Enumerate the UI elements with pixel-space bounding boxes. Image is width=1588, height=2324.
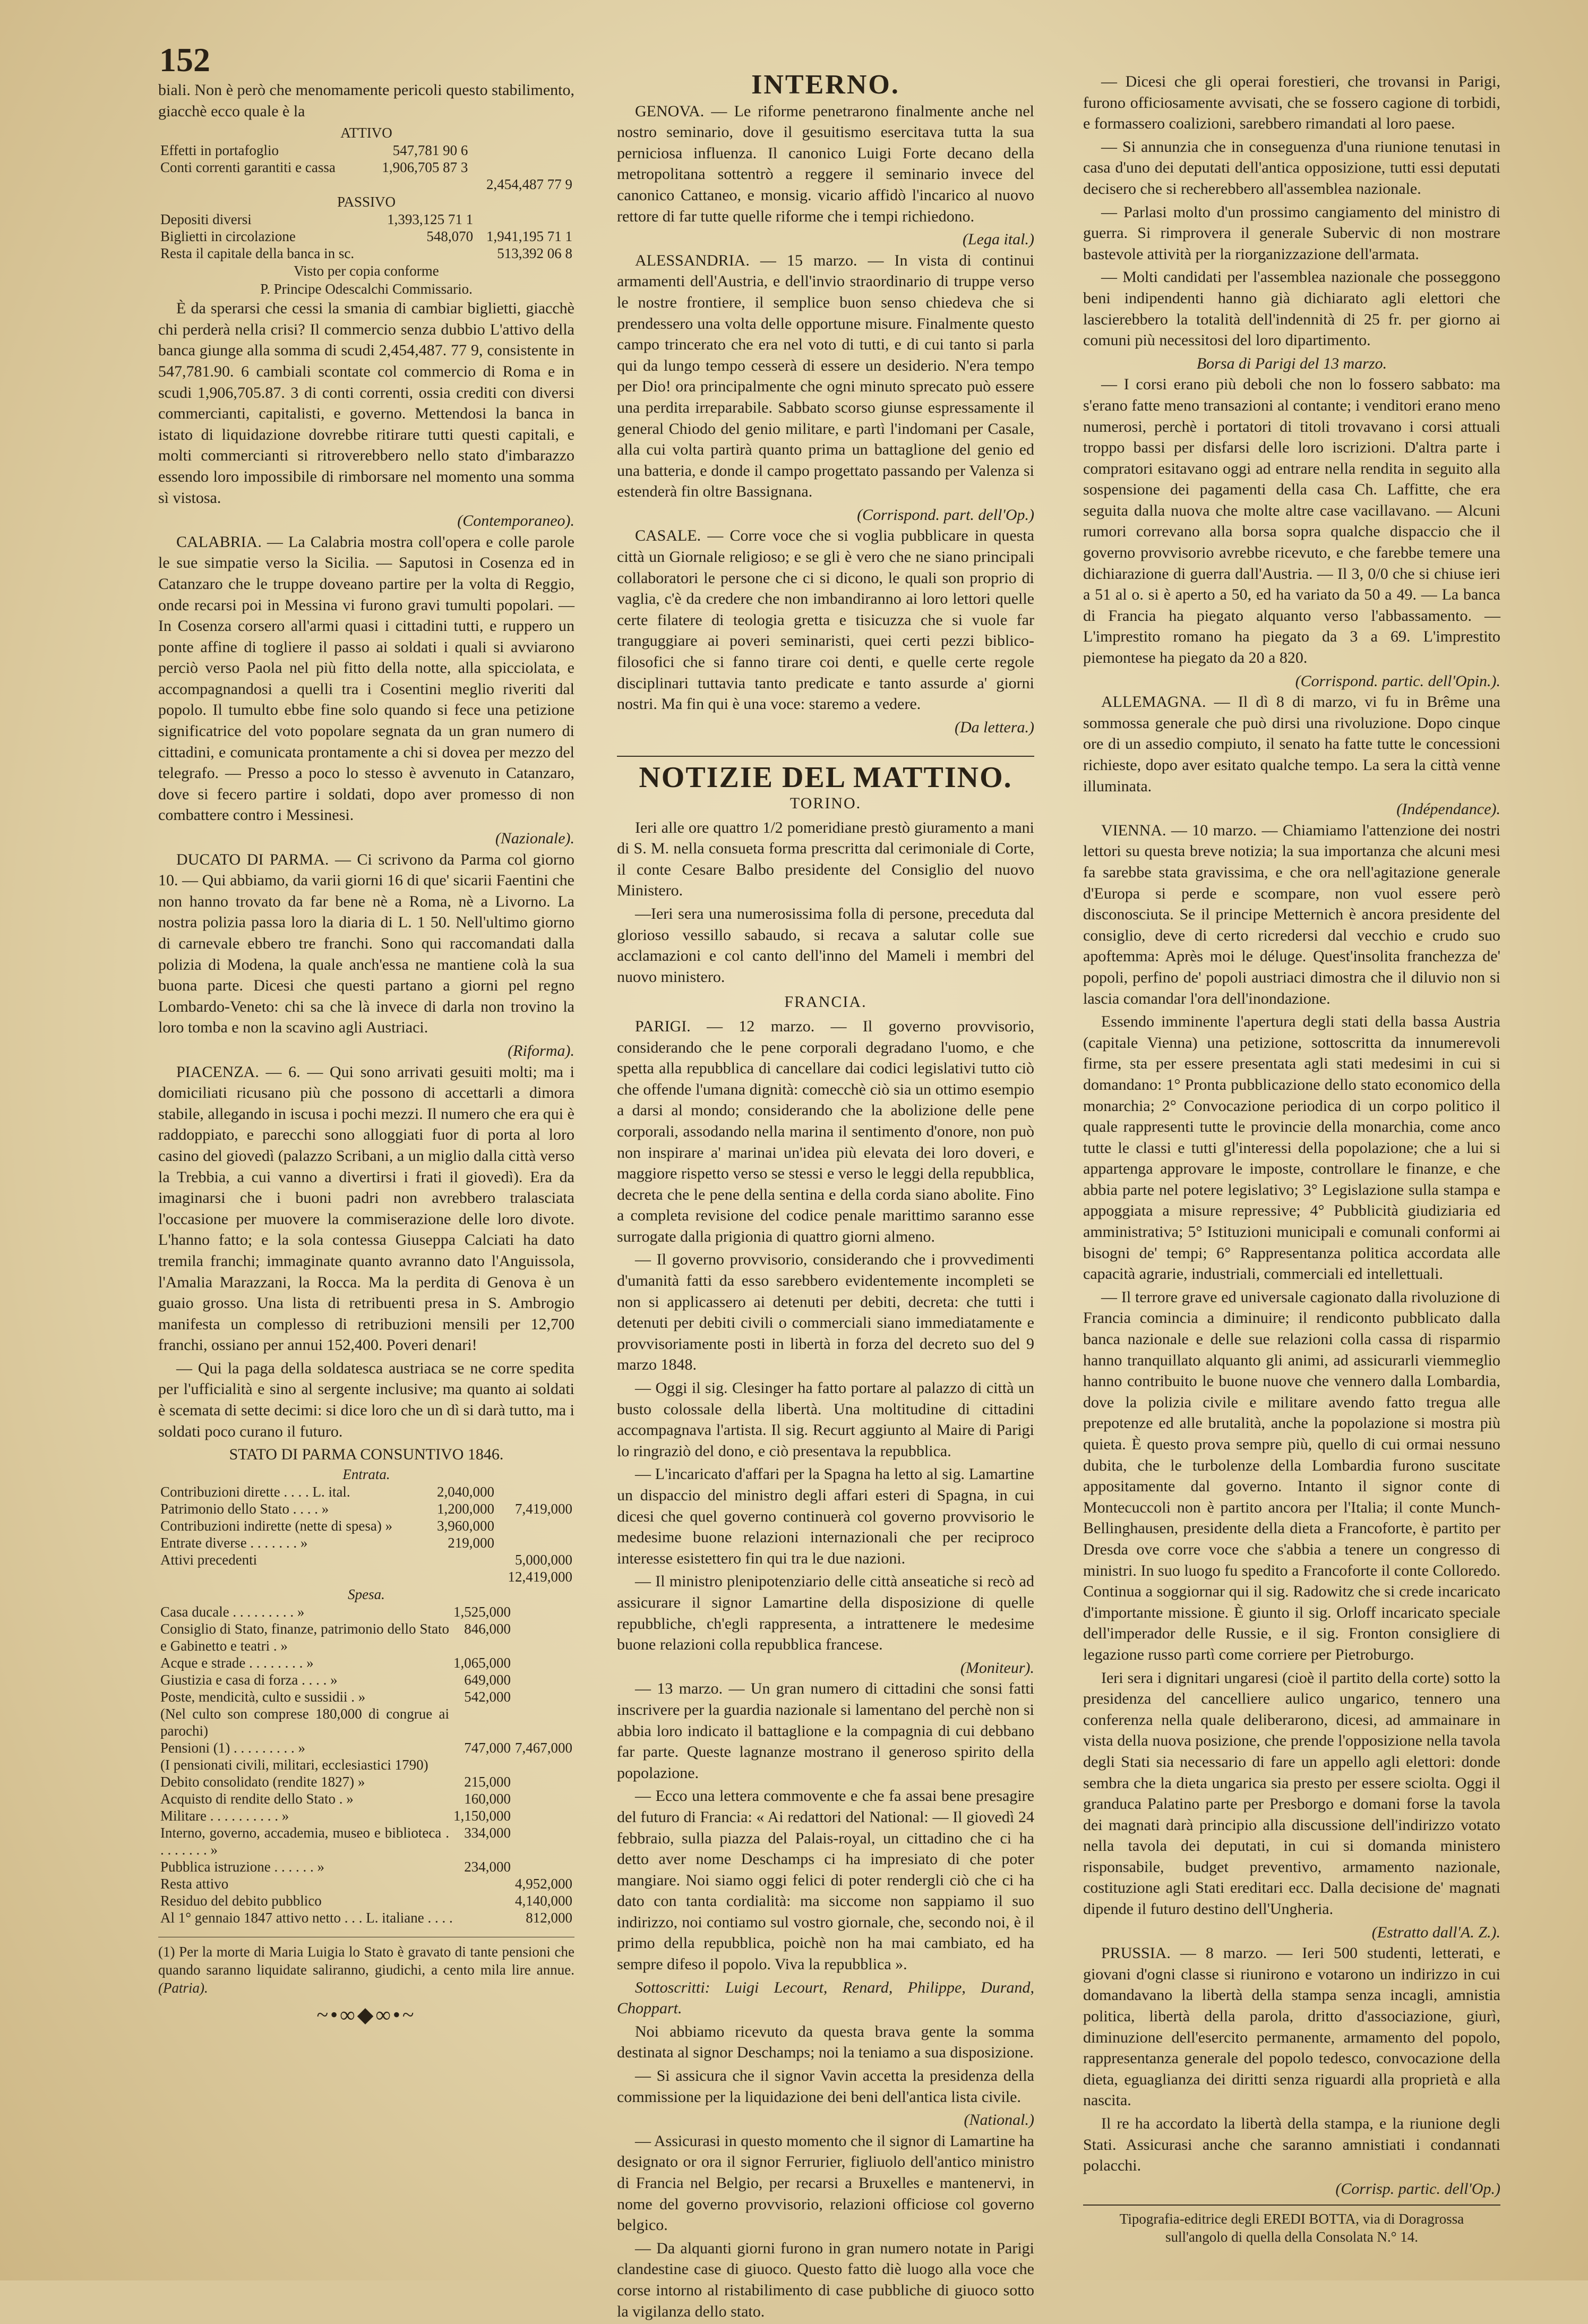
source-contemporaneo: (Contemporaneo). — [457, 512, 574, 530]
table-row: Contribuzioni indirette (nette di spesa) » 3,960,000 — [160, 1517, 494, 1534]
source-moniteur: (Moniteur). — [960, 1659, 1034, 1677]
article-vienna-4: Ieri sera i dignitari ungaresi (cioè il partito della corte) sotto la presidenza del cancelliere aulico ungarico, tennero una conferenza nella quale deliberarono, dicesi, ad ammainare in vista della nuova posizione, che prende l'opposizione nella tavola degli Stati sia necessario di fare un appello agli elettori: donde sembra che la dieta ungarica sia presto per essere sciolta. Oggi il granduca Palatino parte per Presborgo e domani forse la tavola dei magnati darà principio alla discussione dell'indirizzo votato nella tavola dei deputati, in cui si domanda ministero risponsabile, budget preventivo, armamento nazionale, costituzione agli Stati ereditari ecc. Dalla decisione de' magnati dipende il futuro destino dell'Ungheria. — [1083, 1669, 1500, 1918]
imprint-line-2: sull'angolo di quella della Consolata N.° 14. — [1165, 2229, 1419, 2245]
table-row: 2,454,487 77 9 — [486, 176, 572, 193]
article-parigi-4: — L'incaricato d'affari per la Spagna ha letto al sig. Lamartine un dispaccio del ministro degli affari esteri di Spagna, in cui dicesi che quel governo continuerà col governo provvisorio le medesime buone relazioni internazionali che per reciproco interesse esistettero fin qui tra le due nazioni. — [617, 1465, 1034, 1567]
article-parigi-guerra: — Parlasi molto d'un prossimo cangiamento del ministro di guerra. Si rimprovera il generale Subervic di non mostrare bastevole attività per la riorganizzazione dell'armata. — [1083, 203, 1500, 263]
article-parigi-candidati: — Molti candidati per l'assemblea nazionale che posseggono beni indipendenti hanno già dichiarato agli elettori che lascierebbero la totalità dell'indennità di 25 fr. per giorno ai comuni più necessitosi del loro dipartimento. — [1083, 268, 1500, 349]
table-row: Biglietti in circolazione 548,070 1,941,195 71 1 — [160, 228, 572, 245]
table-row: Attivi precedenti 5,000,000 — [160, 1551, 572, 1568]
table-row: Militare . . . . . . . . . . » 1,150,000 — [160, 1807, 511, 1824]
source-nazionale: (Nazionale). — [495, 830, 574, 848]
source-patria: (Patria). — [158, 1979, 208, 1996]
article-torino-1: Ieri alle ore quattro 1/2 pomeridiane prestò giuramento a mani di S. M. nella consueta forma prescritta dal cerimoniale di Corte, il conte Cesare Balbo presidente del Consiglio del nuovo Ministero. — [617, 818, 1034, 900]
footnote — [158, 1937, 574, 1997]
article-casale: CASALE. — Corre voce che si voglia pubblicare in questa città un Giornale religioso; e se gli è vero che ne siano principali collaboratori le persone che ci si dicono, le quali son proprio di vaglia, c'è da credere che non imbandiranno ai loro lettori quelle certe filatere di teologia gretta e tisicuzza che si vuole far tranguggiare ai poveri seminaristi, quei certi pezzi biblico-filosofici che si fanno tirare coi denti, e quelle certe regole disciplinari tuttavia tanto predicate e tanto assurde a' giorni nostri. Ma fin qui è una voce: staremo a vedere. — [617, 527, 1034, 713]
column-left — [158, 80, 574, 2025]
table-row: Contribuzioni dirette . . . . L. ital. 2,040,000 — [160, 1483, 494, 1500]
source-az: (Estratto dall'A. Z.). — [1371, 1923, 1500, 1941]
table-row: Consiglio di Stato, finanze, patrimonio dello Stato e Gabinetto e teatri . » 846,000 — [160, 1620, 511, 1654]
table-row: Casa ducale . . . . . . . . . » 1,525,000 — [160, 1603, 511, 1620]
article-parigi-2: — Il governo provvisorio, considerando che i provvedimenti d'umanità fatti da esso sarebbero evidentemente incompleti se non si applicassero ai detenuti per debiti, decreta: che tutti i detenuti per debiti civili o commerciali siano immediatamente e provvisoriamente posti in libertà in forza del decreto suo del 9 marzo 1848. — [617, 1251, 1034, 1374]
table-row: Pensioni (1) . . . . . . . . . » 747,000 7,467,000 — [160, 1739, 572, 1756]
article-piacenza: PIACENZA. — 6. — Qui sono arrivati gesuiti molti; ma i domiciliati ricusano più che possono di accettarli a dimora stabile, allegando in iscusa i pochi mezzi. Il numero che era qui è raddoppiato, e parecchi sono alloggiati fuor di porta al loro casino del giovedì (palazzo Scribani, a un miglio dalla città verso la Trebbia, a cui vanno a divertirsi i frati il giovedì). Era da imaginarsi che i buoni padri non avrebbero tralasciata l'occasione per muovere la commiserazione delle loro divote. L'hanno fatto; e la sola contessa Giuseppa Calciati ha dato tremila franchi; immaginate quanto avranno dato l'Anguissola, l'Amalia Marazzani, la Rocca. Ma la perdita di Genova è un guaio grosso. Una lista di retribuenti presa in S. Ambrogio manifesta un complesso di retribuzioni mensili per 12,700 franchi, ossiano per annui 152,400. Poveri denari! — [158, 1063, 574, 1354]
source-opinione-2: (Corrispond. partic. dell'Opin.). — [1295, 672, 1500, 690]
heading-torino: TORINO. — [789, 794, 862, 812]
column-center — [617, 71, 1034, 2324]
article-allemagna: ALLEMAGNA. — Il dì 8 di marzo, vi fu in Brême una sommossa generale che può dirsi una rivoluzione. Dopo cinque ore di un assedio compiuto, il senato ha fatte tutte le concessioni richieste, dopo aver esitato qualche tempo. La sera la città venne illuminata. — [1083, 693, 1500, 795]
article-parigi-9: — Si assicura che il signor Vavin accetta la presidenza della commissione per la liquidazione dei beni dell'antica lista civile. — [617, 2067, 1034, 2106]
table-row: Poste, mendicità, culto e sussidii . » 542,000 — [160, 1688, 511, 1705]
heading-borsa: Borsa di Parigi del 13 marzo. — [1196, 354, 1387, 372]
article-banca: È da sperarsi che cessi la smania di cambiar biglietti, giacchè chi perderà nella crisi? Il commercio senza dubbio L'attivo della banca giunge alla somma di scudi 2,454,487. 77 9, consistente in 547,781.90. 6 cambiali scontate col commercio di Roma e in scudi 1,906,705.87. 3 di conti correnti, ossia crediti con diversi commercianti, capitalisti, e governo. Mettendosi la banca in istato di liquidazione dovrebbe ritirare tutti questi capitali, e molti commercianti si ritroverebbero nello stato d'imbarazzo essendo loro impossibile di rimborsare nel momento una somma sì vistosa. — [158, 300, 574, 507]
article-parigi-3: — Oggi il sig. Clesinger ha fatto portare al palazzo di città un busto colossale della libertà. Una moltitudine di cittadini accompagnava l'artista. Il sig. Recurt aggiunto al Maire di Parigi lo ringraziò del dono, e ciò presentava la repubblica. — [617, 1379, 1034, 1460]
article-parigi-6: — 13 marzo. — Un gran numero di cittadini che sonsi fatti inscrivere per la guardia nazionale si lamentano del perchè non si abbia loro indicato il battaglione e la compagnia di cui debbano far parte. Queste lagnanze mostrano il generoso spirito della popolazione. — [617, 1680, 1034, 1782]
table-row: Debito consolidato (rendite 1827) » 215,000 — [160, 1773, 511, 1790]
table-row: Giustizia e casa di forza . . . . » 649,000 — [160, 1671, 511, 1688]
entrata-label: Entrata. — [342, 1466, 390, 1482]
article-soldatesca: — Qui la paga della soldatesca austriaca se ne corre spedita per l'ufficialità e sino al sergente inclusive; ma quanto ai soldati è scemata di sette decimi: si dice loro che un dì si darà tutto, ma i soldati poco curano il futuro. — [158, 1359, 574, 1440]
article-prussia-2: Il re ha accordato la libertà della stampa, e la riunione degli Stati. Assicurasi anche che saranno amnistiati i condannati polacchi. — [1083, 2115, 1500, 2175]
article-alessandria: ALESSANDRIA. — 15 marzo. — In vista di continui armamenti dell'Austria, e dell'invio straordinario di truppe verso le nostre frontiere, il semplice buon senso chiedeva che si prendessero una volta delle opportune misure. Finalmente questo campo trincerato che era nel voto di tutti, e di cui tanto si parla qui da lungo tempo cesserà di essere un desiderio. N'era tempo per Dio! ora principalmente che ogni minuto sprecato può essere una perdita irreparabile. Sabbato scorso giunse espressamente il general Chiodo del genio militare, e partì l'indomani per Casale, alla cui volta partirà quanto prima un battaglione del genio ed una batteria, e donde il campo progettato passando per Valenza si estenderà fin oltre Bassignana. — [617, 251, 1034, 501]
table-row: 12,419,000 — [508, 1568, 572, 1585]
article-vienna-3: — Il terrore grave ed universale cagionato dalla rivoluzione di Francia comincia a diminuire; il rendiconto pubblicato dalla banca nazionale e delle sue relazioni colla cassa di risparmio hanno tranquillato alquanto gli animi, ad assicurarli viemmeglio hanno contribuito le buone nuove che vennero dalla Lombardia, dove la polizia civile e militare avendo fatto tregua alle prepotenze ed alle brutalità, anche la popolazione si mostra più quieta. È questo prova sempre più, quello di cui ormai nessuno dubita, che le turbolenze della Lombardia furono suscitate appositamente dal governo. Intanto il signor conte di Montecuccoli non è partito ancora per l'Italia; il conte Munch-Bellinghausen, presidente della dieta a Francoforte, è partito per Dresda ove corre voce che s'abbia a tenere un congresso di ministri. In suo luogo fu spedito a Francoforte il conte Colloredo. Continua a soggiornar qui il sig. Radowitz che si crede incaricato d'importante missione. È giunto il sig. Orloff incaricato speciale dell'imperador delle Russie, e il sig. Fronton consigliere di legazione russo partì come corriere per Pietroburgo. — [1083, 1288, 1500, 1663]
passivo-table — [158, 211, 574, 262]
table-row: Acquisto di rendite dello Stato . » 160,000 — [160, 1790, 511, 1807]
table-row: Residuo del debito pubblico 4,140,000 — [160, 1892, 572, 1909]
table-row: Pubblica istruzione . . . . . . » 234,000 — [160, 1858, 511, 1875]
attivo-table — [158, 142, 574, 193]
table-row: Conti correnti garantiti e cassa 1,906,705 87 3 — [160, 159, 468, 176]
source-lega: (Lega ital.) — [963, 230, 1034, 249]
article-parigi-operai: — Dicesi che gli operai forestieri, che trovansi in Parigi, furono officiosamente avvisati, che se fossero cagione di torbidi, e formassero coalizioni, sarebbero rimandati al loro paese. — [1083, 73, 1500, 133]
table-row: Resta il capitale della banca in sc. 513,392 06 8 — [160, 245, 572, 262]
article-parigi-1: PARIGI. — 12 marzo. — Il governo provvisorio, considerando che le pene corporali degradano l'uomo, e che spetta alla repubblica di cancellare dai codici legislativi tutto ciò che offende l'umana dignità: comecchè ciò sia un ottimo esempio a darsi al mondo; considerando che la abolizione delle pene corporali, assodando nella marina il sentimento d'onore, non può non inspirare a' marinai un'idea più elevata dei loro doveri, e maggiore rispetto verso se stessi e verso le leggi della repubblica, decreta che le pene della sentina e della corda siano abolite. Fino a completa revisione del codice penale marittimo saranno esse surrogate dalla prigionia di quattro giorni almeno. — [617, 1017, 1034, 1245]
source-independance: (Indépendance). — [1396, 800, 1500, 818]
table-row: Acque e strade . . . . . . . . » 1,065,000 — [160, 1654, 511, 1671]
table-row: Depositi diversi 1,393,125 71 1 — [160, 211, 474, 228]
table-row: Resta attivo 4,952,000 — [160, 1875, 572, 1892]
source-opinione-3: (Corrisp. partic. dell'Op.) — [1335, 2180, 1500, 2198]
article-parigi-5: — Il ministro plenipotenziario delle città anseatiche si recò ad assicurare il signor Lamartine della disposizione di quelle repubbliche, ch'egli rappresenta, a intrattenere le medesime buone relazioni colla repubblica francese. — [617, 1573, 1034, 1654]
table-row: (I pensionati civili, militari, ecclesiastici 1790) — [160, 1756, 428, 1773]
table-row: Entrate diverse . . . . . . . » 219,000 — [160, 1534, 494, 1551]
article-vienna-1: VIENNA. — 10 marzo. — Chiamiamo l'attenzione dei nostri lettori su questa breve notizia; la sua importanza che alcuni mesi fa sarebbe stata gravissima, e che ora nell'agitazione generale d'Europa si perde e scompare, non vuol essere però disconosciuta. Se il principe Metternich è ancora presidente del consiglio, deve di certo ricredersi dal vecchio e crudo suo apoftemma: Après moi le déluge. Quest'insolita franchezza de' popoli, perfino de' popoli austriaci dimostra che il diluvio non si lascia comandar l'ora dell'inondazione. — [1083, 821, 1500, 1007]
source-lettera: (Da lettera.) — [955, 718, 1034, 736]
article-parigi-7: — Ecco una lettera commovente e che fa assai bene presagire del futuro di Francia: « Ai redattori del National: — Il giovedì 24 febbraio, sulla piazza del Palais-royal, un cittadino che ci ha detto aver nome Deschamps ci ha impresiato di che poter mangiare. Noi siamo oggi felici di poter rendergli ciò che ci ha dato con tanta cordialità: ma siccome non sappiamo il suo indirizzo, noi contiamo sul vostro giornale, che, secondo noi, è il primo della repubblica, poichè non ha mai cambiato, ed ha sempre difeso il popolo. Viva la repubblica ». — [617, 1787, 1034, 1973]
table-row: Al 1° gennaio 1847 attivo netto . . . L. italiane . . . . 812,000 — [160, 1909, 572, 1926]
article-parma: DUCATO DI PARMA. — Ci scrivono da Parma col giorno 10. — Qui abbiamo, da varii giorni 16 di que' sicarii Faentini che non hanno trovato da far bene nè a Roma, nè a Livorno. La nostra polizia passa loro la diaria di L. 1 50. Nell'ultimo giorno di carnevale ebbero tre franchi. Sono qui raccomandati dalla polizia di Modena, la quale anch'essa ne mantiene colà la sua buona parte. Dicesi che questi partano a giorni pel regno Lombardo-Veneto: chi sa che là invece di darla non trovino la loro tomba e non la scavino agli Austriaci. — [158, 850, 574, 1037]
entrata-table — [158, 1483, 574, 1585]
source-riforma: (Riforma). — [508, 1041, 574, 1060]
table-row: Interno, governo, accademia, museo e biblioteca . . . . . . . . » 334,000 — [160, 1824, 511, 1858]
table-row: Patrimonio dello Stato . . . . » 1,200,000 7,419,000 — [160, 1500, 572, 1517]
article-parigi-10: — Assicurasi in questo momento che il signor di Lamartine ha designato or ora il signor Ferrurier, figliuolo dell'antico ministro di Francia nel Belgio, per recarsi a Bruxelles e mantenervi, in nome del governo provvisorio, relazioni officiose col governo belgico. — [617, 2132, 1034, 2234]
heading-interno: INTERNO. — [751, 70, 900, 100]
source-opinione: (Corrispond. part. dell'Op.) — [857, 506, 1034, 524]
heading-notizie-del-mattino: NOTIZIE DEL MATTINO. — [617, 756, 1034, 789]
article-parigi-8: Noi abbiamo ricevuto da questa brava gente la somma destinata al signor Deschamps; noi la teniamo a sua disposizione. — [617, 2022, 1034, 2062]
commissario-line: P. Principe Odescalchi Commissario. — [260, 281, 473, 297]
page-number: 152 — [159, 41, 210, 79]
source-national: (National.) — [964, 2111, 1034, 2129]
article-prussia-1: PRUSSIA. — 8 marzo. — Ieri 500 studenti, letterati, e giovani d'ogni classe si riunirono e votarono un indirizzo in cui domandavano la libertà della stampa senza incagli, amnistia politica, libertà della parola, dritto d'associazione, giurì, diminuzione dell'esercito permanente, armamento del popolo, rappresentanza generale del popolo tedesco, convocazione della dieta, eguaglianza dei diritti senza riguardi alla proprietà e alla nascita. — [1083, 1944, 1500, 2109]
article-parigi-deputati: — Si annunzia che in conseguenza d'una riunione tenutasi in casa d'uno dei deputati dell'antica opposizione, tutti essi deputati decisero che si recherebbero all'assemblea nazionale. — [1083, 138, 1500, 198]
signatories: Sottoscritti: Luigi Lecourt, Renard, Philippe, Durand, Choppart. — [617, 1978, 1034, 2018]
table-row: (Nel culto son comprese 180,000 di congrue ai parochi) — [160, 1705, 449, 1739]
passivo-label: PASSIVO — [337, 194, 396, 210]
ornament-divider: ~•∞◆∞•~ — [316, 2002, 416, 2027]
column-right — [1083, 71, 1500, 2246]
printer-imprint — [1083, 2205, 1500, 2246]
spesa-table — [158, 1603, 574, 1926]
heading-francia: FRANCIA. — [784, 993, 867, 1011]
table-row: Effetti in portafoglio 547,781 90 6 — [160, 142, 468, 159]
article-vienna-2: Essendo imminente l'apertura degli stati della bassa Austria (capitale Vienna) una petizione, sottoscritta da innumerevoli firme, sta per essere presentata agli stati medesimi in cui si domandano: 1° Pronta pubblicazione dello stato economico della monarchia; 2° Convocazione periodica di un corpo politico il quale rappresenti tutte le provincie della monarchia, come anco tutte le classi e tutti gl'interessi della popolazione; che a lui si appartenga approvare le imposte, controllare le finanze, e che abbia parte nel potere legislativo; 3° Legislazione sulla stampa e appoggiata a misure repressive; 4° Pubblicità giudiziaria ed amministrativa; 5° Istituzioni municipali e comunali conformi ai bisogni de' tempi; 6° Rappresentanza politica accordata alle capacità agrarie, industriali, commerciali ed intellettuali. — [1083, 1013, 1500, 1283]
intro-paragraph: biali. Non è però che menomamente pericoli questo stabilimento, giacchè ecco quale è la — [158, 81, 574, 120]
footnote-text: (1) Per la morte di Maria Luigia lo Stato è gravato di tante pensioni che quando saranno liquidate saliranno, giudichi, a cento mila lire annue. — [158, 1943, 574, 1978]
visto-line: Visto per copia conforme — [294, 263, 439, 279]
article-genova: GENOVA. — Le riforme penetrarono finalmente anche nel nostro seminario, dove il gesuitismo esercitava tutta la sua perniciosa influenza. Il canonico Luigi Forte decano della metropolitana sottentrò a reggere il seminario invece del canonico Cattaneo, e monsig. vicario affidò l'incarico al nuovo rettore di far tutte quelle riforme che i tempi richiedono. — [617, 102, 1034, 225]
spesa-label: Spesa. — [348, 1586, 385, 1602]
imprint-line-1: Tipografia-editrice degli EREDI BOTTA, via di Doragrossa — [1119, 2211, 1464, 2227]
article-torino-2: —Ieri sera una numerosissima folla di persone, preceduta dal glorioso vessillo sabaudo, si recava a salutar colle sue acclamazioni e col canto dell'inno del Mameli i membri del nuovo ministero. — [617, 904, 1034, 986]
article-parigi-11: — Da alquanti giorni furono in gran numero notate in Parigi clandestine case di giuoco. Questo fatto diè luogo alla voce che corse intorno al ristabilimento di case pubbliche di giuoco sotto la vigilanza dello stato. — [617, 2239, 1034, 2320]
attivo-label: ATTIVO — [340, 125, 392, 141]
article-calabria: CALABRIA. — La Calabria mostra coll'opera e colle parole le sue simpatie verso la Sicilia. — Saputosi in Cosenza ed in Catanzaro che le truppe doveano partire per la volta di Reggio, onde recarsi poi in Messina vi furono gravi tumulti popolari. — In Cosenza corsero all'armi quasi i cittadini tutti, e ruppero un ponte affine di togliere il passo ai soldati i quali si avviarono perciò verso Paola nel più fitto della notte, alla spicciolata, e accompagnandosi a quelli tra i Cosentini meglio riveriti dal popolo. Il tumulto ebbe fine solo quando si fece una petizione significatrice del voto popolare segnata da un gran numero di cittadini, e comunicata prontamente a chi si dovea per mezzo del telegrafo. — Presso a poco lo stesso è avvenuto in Catanzaro, dove si fecero partire i soldati, dopo aver promesso di non combattere contro i Messinesi. — [158, 533, 574, 824]
stato-parma-title: STATO DI PARMA CONSUNTIVO 1846. — [229, 1446, 504, 1464]
article-borsa: — I corsi erano più deboli che non lo fossero sabbato: ma s'erano fatte meno transazioni al contante; i venditori erano meno numerosi, perchè i portatori di titoli trovavano i corsi attuali troppo bassi per disfarsi delle loro iscrizioni. D'altra parte i compratori esitavano oggi ad entrare nella rendita in seguito alla sospensione dei pagamenti della casa Ch. Laffitte, che era seguita dalla nuova che molte altre case vacillavano. — Alcuni rumori correvano alla borsa sopra qualche dispaccio che il governo provvisorio avrebbe ricevuto, e che farebbe temere una dichiarazione di guerra dall'Austria. — Il 3, 0/0 che si chiuse ieri a 51 al o. si è aperto a 50, ed ha variato da 50 a 49. — La banca di Francia ha piegato alquanto verso l'abbassamento. — L'imprestito romano ha piegato da 3 a 69. L'imprestito piemontese ha piegato da 20 a 820. — [1083, 375, 1500, 667]
